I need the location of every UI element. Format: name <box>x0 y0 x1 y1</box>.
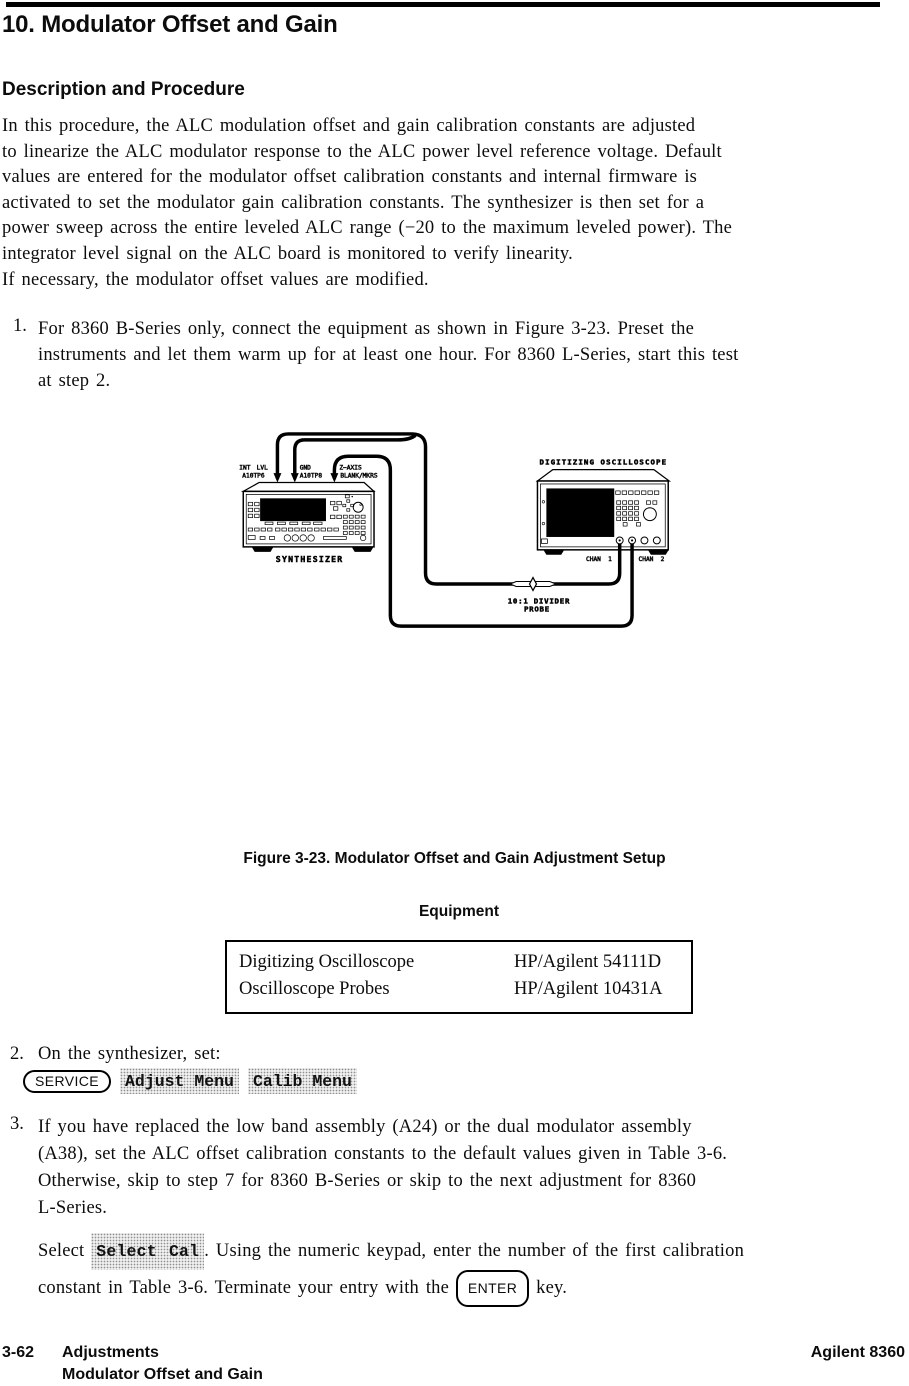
select-line1-rest: . Using the numeric keypad, enter the number of the first calibration <box>204 1241 745 1261</box>
step3-line: (A38), set the ALC offset calibration constants to the default values given in Table 3-6. <box>38 1144 728 1164</box>
divider-probe-symbol <box>510 578 556 591</box>
footer-subsection: Modulator Offset and Gain <box>62 1366 263 1383</box>
step1-line: at step 2. <box>38 371 111 391</box>
select-cal-line2 <box>38 1270 744 1307</box>
step2-key-sequence <box>23 1068 357 1094</box>
select-cal-softkey: Select Cal <box>91 1233 204 1270</box>
gnd-testpoint-label: A10TP8 <box>299 472 323 480</box>
equipment-table <box>225 940 693 1014</box>
page-number: 3-62 <box>2 1344 35 1361</box>
step3-number: 3. <box>10 1114 24 1134</box>
calib-menu-softkey: Calib Menu <box>248 1068 357 1094</box>
intro-paragraph <box>2 114 732 293</box>
footer-right: Agilent 8360 <box>810 1344 905 1361</box>
chan1-label: CHAN 1 <box>585 556 612 564</box>
intro-line: activated to set the modulator gain calibration constants. The synthesizer is then set for a <box>2 192 705 213</box>
step1-number: 1. <box>13 316 27 336</box>
step2-text: On the synthesizer, set: <box>38 1044 221 1064</box>
enter-key: ENTER <box>456 1270 529 1307</box>
step1-line: For 8360 B-Series only, connect the equipment as shown in Figure 3-23. Preset the <box>38 319 695 339</box>
service-key: SERVICE <box>23 1070 111 1093</box>
equipment-model: HP/Agilent 10431A <box>514 979 663 999</box>
section-heading: Description and Procedure <box>2 79 245 100</box>
equipment-model: HP/Agilent 54111D <box>514 952 662 972</box>
intro-line: If necessary, the modulator offset values are modified. <box>2 269 429 290</box>
divider-label-line2: PROBE <box>523 604 550 614</box>
intro-line: power sweep across the entire leveled ALC range (−20 to the maximum leveled power). The <box>2 218 732 239</box>
step3-line: L-Series. <box>38 1198 108 1218</box>
step1-text <box>38 316 738 394</box>
synthesizer-display <box>260 498 326 521</box>
oscilloscope-screen <box>546 488 614 537</box>
select-prefix: Select <box>38 1241 85 1261</box>
chapter-heading: 10. Modulator Offset and Gain <box>2 11 338 38</box>
step2-number: 2. <box>10 1044 24 1064</box>
synthesizer-drawing <box>243 482 374 551</box>
table-row <box>227 976 691 1003</box>
step3-line: If you have replaced the low band assembly (A24) or the dual modulator assembly <box>38 1117 692 1137</box>
intro-line: In this procedure, the ALC modulation offset and gain calibration constants are adjusted <box>2 116 696 136</box>
intro-line: integrator level signal on the ALC board is monitored to verify linearity. <box>2 243 573 264</box>
step3-line: Otherwise, skip to step 7 for 8360 B-Series or skip to the next adjustment for 8360 <box>38 1171 697 1191</box>
oscilloscope-label: DIGITIZING OSCILLOSCOPE <box>539 457 668 467</box>
intro-line: values are entered for the modulator offset calibration constants and internal firmware is <box>2 167 698 188</box>
divider-label-line1: 10:1 DIVIDER <box>507 596 571 606</box>
step1-line: instruments and let them warm up for at least one hour. For 8360 L-Series, start this test <box>38 345 739 365</box>
figure-caption: Figure 3-23. Modulator Offset and Gain Adjustment Setup <box>243 850 666 867</box>
gnd-label: GND <box>299 464 311 472</box>
select-cal-paragraph <box>38 1233 744 1307</box>
select-line2-after: key. <box>536 1278 568 1298</box>
adjust-menu-softkey: Adjust Menu <box>120 1068 239 1094</box>
table-row <box>227 949 691 976</box>
equipment-heading: Equipment <box>418 903 500 920</box>
equipment-item: Digitizing Oscilloscope <box>239 952 415 972</box>
chan2-label: CHAN 2 <box>638 556 665 564</box>
footer-section: Adjustments <box>62 1344 159 1361</box>
step3-text <box>38 1114 727 1222</box>
select-cal-line1 <box>38 1233 744 1270</box>
int-lvl-testpoint-label: A10TP6 <box>242 472 265 480</box>
select-line2-before: constant in Table 3-6. Terminate your entry with the <box>38 1278 450 1298</box>
figure-3-23-diagram <box>0 428 909 848</box>
oscilloscope-drawing <box>537 470 669 555</box>
top-rule <box>6 2 880 7</box>
blank-mkrs-label: BLANK/MKRS <box>340 472 378 480</box>
zaxis-label: Z−AXIS <box>339 464 362 472</box>
equipment-item: Oscilloscope Probes <box>239 979 390 999</box>
intro-line: to linearize the ALC modulator response to the ALC power level reference voltage. Default <box>2 141 722 162</box>
int-lvl-label: INT LVL <box>239 464 268 472</box>
synthesizer-label: SYNTHESIZER <box>275 554 344 565</box>
